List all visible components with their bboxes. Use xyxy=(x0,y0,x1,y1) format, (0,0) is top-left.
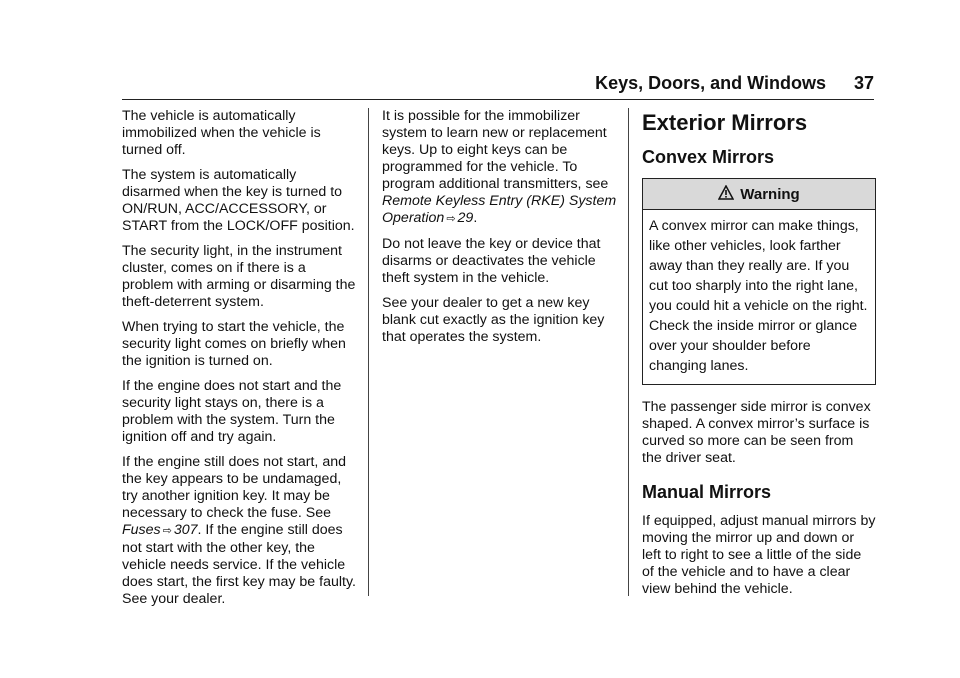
page-ref-number[interactable]: 307 xyxy=(173,522,198,538)
paragraph xyxy=(122,454,358,608)
warning-box xyxy=(642,178,876,385)
warning-header xyxy=(643,179,875,210)
section-title: Keys, Doors, and Windows xyxy=(595,73,826,93)
text: It is possible for the immobilizer system to learn new or replacement keys. Up to eight keys can be programmed for the vehicle. To program additional transmitters, see xyxy=(382,108,609,192)
paragraph: The passenger side mirror is convex shaped. A convex mirror’s surface is curved so more can be seen from the driver seat. xyxy=(642,399,871,466)
column-divider xyxy=(368,108,369,596)
warning-triangle-icon xyxy=(718,185,734,204)
paragraph: Do not leave the key or device that disarms or deactivates the vehicle theft system in the vehicle. xyxy=(382,236,601,286)
cross-reference-rke[interactable]: Remote Keyless Entry (RKE) System Operation xyxy=(382,193,617,226)
column-1 xyxy=(122,108,358,616)
paragraph: See your dealer to get a new key blank cut exactly as the ignition key that operates the system. xyxy=(382,295,605,345)
page-ref-arrow-icon: ⇨ xyxy=(446,213,456,225)
text: . If the engine still does not start with the other key, the vehicle needs service. If the vehicle does start, the first key may be faulty. See your dealer. xyxy=(122,522,356,607)
column-2 xyxy=(382,108,618,354)
text: . xyxy=(473,210,478,226)
column-divider xyxy=(628,108,629,596)
page-ref-number[interactable]: 29 xyxy=(457,210,474,226)
paragraph: The vehicle is automatically immobilized when the vehicle is turned off. xyxy=(122,108,321,158)
cross-reference-fuses[interactable]: Fuses xyxy=(122,522,161,538)
subsection-heading: Convex Mirrors xyxy=(642,147,775,167)
paragraph xyxy=(382,108,618,228)
subsection-heading: Manual Mirrors xyxy=(642,482,772,502)
section-heading: Exterior Mirrors xyxy=(642,110,808,135)
paragraph: If the engine does not start and the security light stays on, there is a problem with the system. Turn the ignition off and try again. xyxy=(122,378,342,445)
paragraph: The security light, in the instrument cluster, comes on if there is a problem with arming or disarming the theft-deterrent system. xyxy=(122,243,356,310)
paragraph: When trying to start the vehicle, the security light comes on briefly when the ignition is turned on. xyxy=(122,319,346,369)
warning-text: A convex mirror can make things, like other vehicles, look farther away than they really are. If you cut too sharply into the right lane, you could hit a vehicle on the right. Check the inside mirror or glance over your shoulder before changing lanes. xyxy=(649,218,868,374)
text: If the engine still does not start, and the key appears to be undamaged, try another ignition key. It may be necessary to check the fuse. See xyxy=(122,454,346,521)
header-rule xyxy=(122,99,874,100)
paragraph: If equipped, adjust manual mirrors by moving the mirror up and down or left to right to see a little of the side of the vehicle and to have a clear view behind the vehicle. xyxy=(642,513,876,597)
warning-label: Warning xyxy=(740,185,800,203)
page-number: 37 xyxy=(853,73,874,93)
paragraph: The system is automatically disarmed when the key is turned to ON/RUN, ACC/ACCESSORY, or START from the LOCK/OFF position. xyxy=(122,167,355,234)
page-header xyxy=(122,73,874,95)
page-ref-arrow-icon: ⇨ xyxy=(162,525,172,537)
column-3 xyxy=(642,108,876,606)
